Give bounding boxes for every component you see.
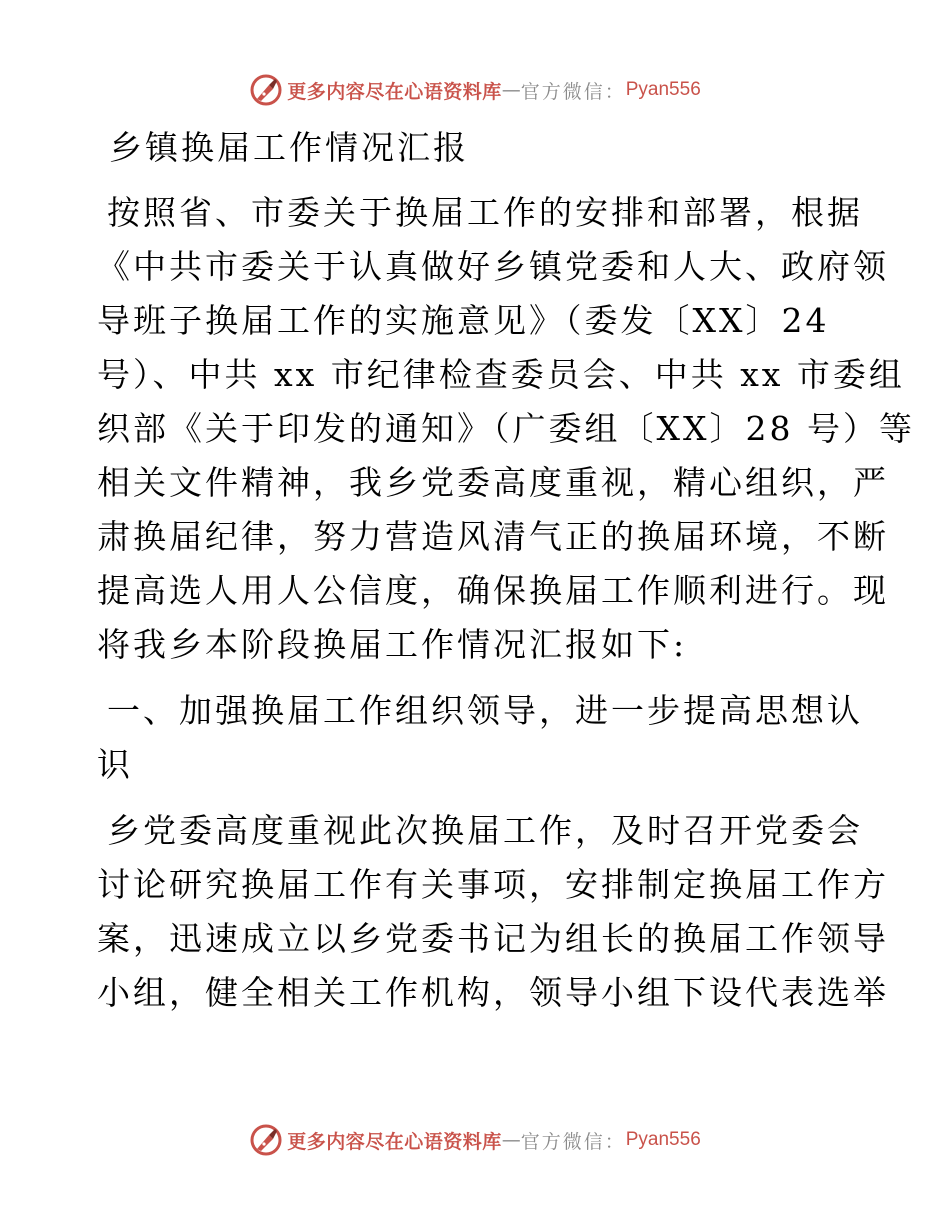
watermark-label: 官方微信： (520, 80, 626, 103)
document-body (97, 120, 915, 1032)
watermark-wechat-id: Pyan556 (625, 79, 701, 100)
paragraph-line: 提高选人用人公信度，确保换届工作顺利进行。现 (97, 571, 889, 610)
paragraph-line: 织部《关于印发的通知》（广委组〔XX〕28 号）等 (97, 409, 915, 448)
watermark-brand: 更多内容尽在心语资料库 (287, 80, 502, 103)
heading-line: 一、加强换届工作组织领导，进一步提高思想认 (107, 691, 863, 730)
paragraph-intro (97, 186, 915, 672)
paragraph-line: 导班子换届工作的实施意见》（委发〔XX〕24 (97, 301, 830, 340)
watermark-wechat-id: Pyan556 (625, 1129, 701, 1150)
watermark-brand: 更多内容尽在心语资料库 (287, 1130, 502, 1153)
paragraph-line: 相关文件精神，我乡党委高度重视，精心组织，严 (97, 463, 889, 502)
paragraph-line: 肃换届纪律，努力营造风清气正的换届环境，不断 (97, 517, 889, 556)
footer-watermark (0, 1120, 950, 1160)
document-title: 乡镇换届工作情况汇报 (109, 128, 469, 167)
header-watermark (0, 70, 950, 110)
paragraph-section-1 (97, 804, 889, 1020)
paragraph-line: 号）、中共 xx 市纪律检查委员会、中共 xx 市委组 (97, 355, 905, 394)
pen-nib-logo-icon (249, 73, 283, 107)
section-heading-1 (97, 684, 867, 792)
paragraph-line: 小组，健全相关工作机构，领导小组下设代表选举 (97, 973, 889, 1012)
paragraph-line: 讨论研究换届工作有关事项，安排制定换届工作方 (97, 865, 889, 904)
watermark-separator: — (501, 1129, 521, 1151)
heading-line: 识 (97, 745, 133, 784)
paragraph-line: 按照省、市委关于换届工作的安排和部署，根据 (107, 193, 863, 232)
paragraph-line: 案，迅速成立以乡党委书记为组长的换届工作领导 (97, 919, 889, 958)
paragraph-line: 《中共市委关于认真做好乡镇党委和人大、政府领 (97, 247, 889, 286)
paragraph-line: 乡党委高度重视此次换届工作，及时召开党委会 (107, 811, 863, 850)
watermark-separator: — (501, 79, 521, 101)
pen-nib-logo-icon (249, 1123, 283, 1157)
watermark-label: 官方微信： (520, 1130, 626, 1153)
paragraph-line: 将我乡本阶段换届工作情况汇报如下: (97, 625, 688, 664)
